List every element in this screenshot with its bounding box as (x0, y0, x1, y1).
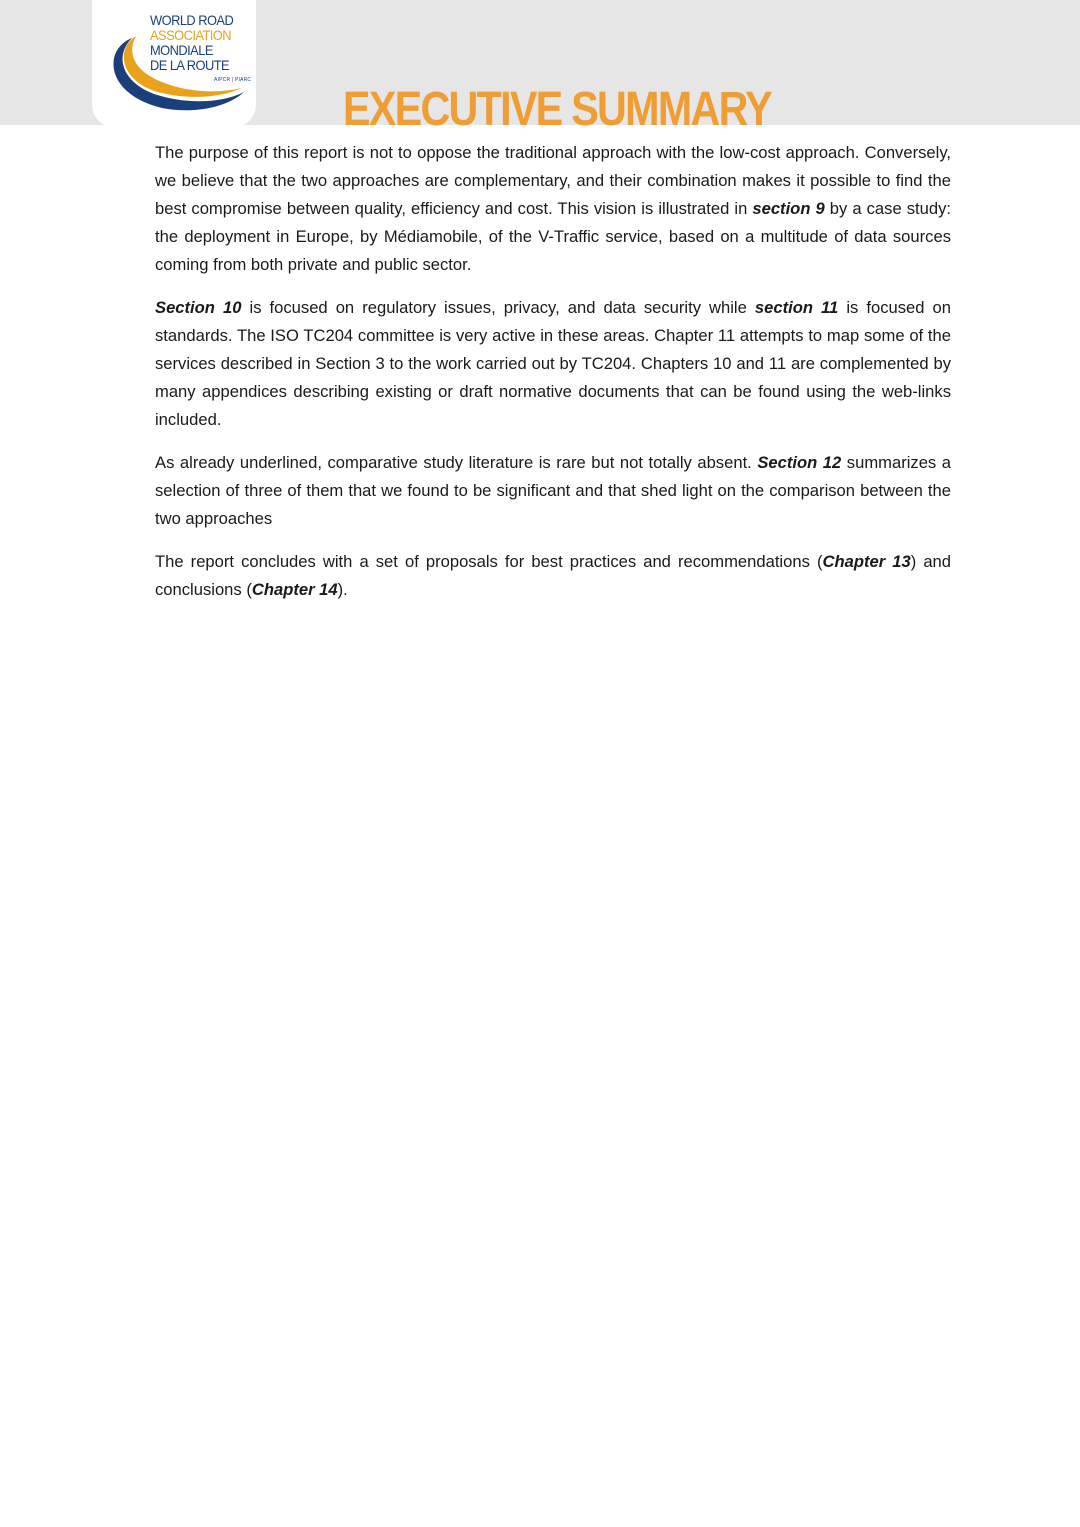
section-ref: section 11 (754, 298, 839, 317)
section-ref: section 9 (752, 199, 825, 218)
paragraph-3: As already underlined, comparative study literature is rare but not totally absent. Section 12 summarizes a selection of three of them that we found to be significant and that shed light on the comparison between the two approaches (155, 453, 951, 528)
piarc-logo (92, 0, 256, 127)
summary-body (155, 139, 951, 619)
paragraph-4: The report concludes with a set of proposals for best practices and recommendations (Chapter 13) and conclusions (Chapter 14). (155, 552, 952, 599)
paragraph-1: The purpose of this report is not to oppose the traditional approach with the low-cost approach. Conversely, we believe that the two approaches are complementary, and their combination makes it possible to find the best compromise between quality, efficiency and cost. This vision is illustrated in section 9 by a case study: the deployment in Europe, by Médiamobile, of the V-Traffic service, based on a multitude of data sources coming from both private and public sector. (155, 143, 951, 274)
logo-wordmark: WORLD ROAD ASSOCIATION MONDIALE DE LA ROUTE (150, 12, 234, 73)
paragraph-2: Section 10 is focused on regulatory issues, privacy, and data security while section 11 is focused on standards. The ISO TC204 committee is very active in these areas. Chapter 11 attempts to map some of the services described in Section 3 to the work carried out by TC204. Chapters 10 and 11 are complemented by many appendices describing existing or draft normative documents that can be found using the web-links included. (155, 298, 951, 429)
chapter-ref: Chapter 14 (251, 580, 338, 599)
section-ref: Section 12 (757, 453, 842, 472)
chapter-ref: Chapter 13 (822, 552, 911, 571)
page-title: EXECUTIVE SUMMARY (343, 83, 771, 136)
section-ref: Section 10 (155, 298, 242, 317)
logo-subtext: AIPCR | PIARC (214, 77, 252, 83)
